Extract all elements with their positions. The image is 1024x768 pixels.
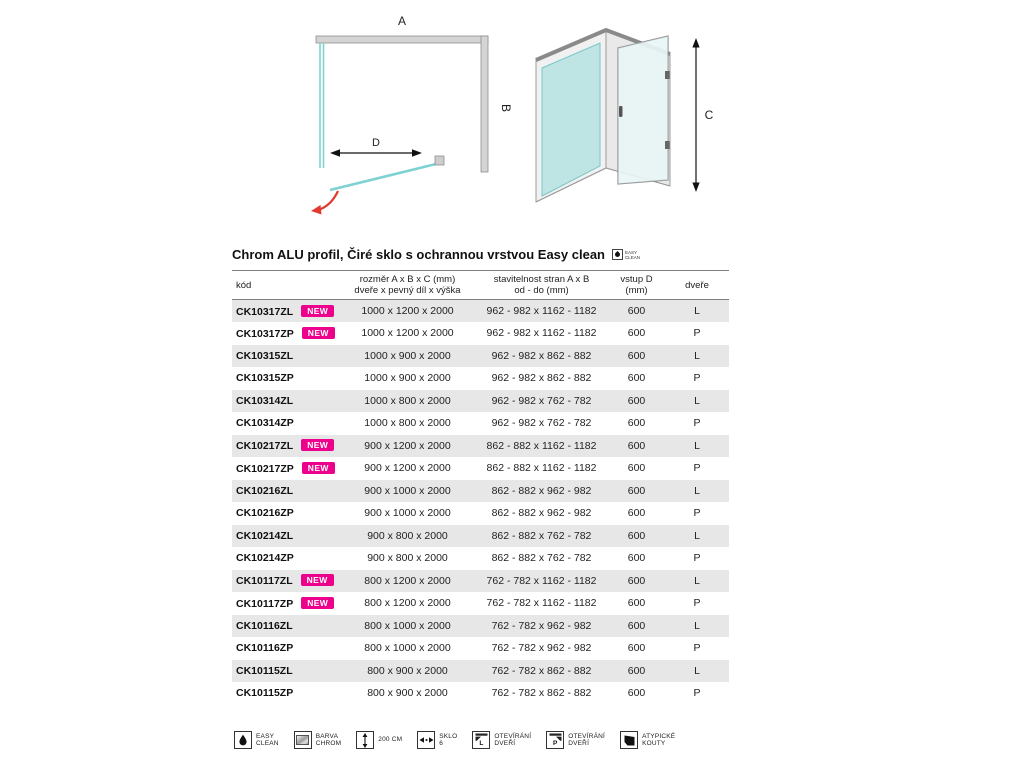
product-code-cell: [232, 412, 340, 435]
entry-width-cell: 600: [627, 417, 646, 430]
legend-label: [494, 733, 531, 748]
adjustability-cell: 762 - 782 x 1162 - 1182: [486, 597, 597, 610]
product-code: CK10115ZP: [236, 687, 294, 700]
dimensions-cell: 900 x 800 x 2000: [367, 529, 448, 542]
dimensions-cell: 900 x 1200 x 2000: [364, 439, 451, 452]
door-side-cell: P: [693, 372, 701, 385]
legend-label-line1: SKLO: [439, 732, 458, 740]
legend-label-line2: DVEŘÍ: [568, 740, 590, 747]
entry-width-cell: 600: [627, 327, 646, 340]
entry-width-cell: 600: [627, 574, 646, 587]
new-badge: NEW: [301, 439, 334, 451]
easy-clean-mini-badge: [612, 249, 640, 260]
product-code: CK10216ZP: [236, 507, 294, 520]
product-code-cell: [232, 660, 340, 683]
table-row: [232, 547, 729, 570]
legend-item: [472, 731, 531, 749]
new-badge: NEW: [302, 462, 335, 474]
open-door-glass: [330, 164, 436, 190]
easy-clean-mini-label: [625, 250, 640, 260]
adjustability-cell: 762 - 782 x 962 - 982: [491, 619, 592, 632]
table-row: [232, 525, 729, 548]
product-code-cell: [232, 367, 340, 390]
new-badge: NEW: [301, 597, 334, 609]
door-side-cell: P: [693, 687, 701, 700]
dimensions-cell: 800 x 1200 x 2000: [364, 597, 451, 610]
product-code: CK10116ZL: [236, 619, 293, 632]
product-code: CK10216ZL: [236, 484, 294, 497]
legend-label-line2: DVEŘÍ: [494, 740, 516, 747]
product-code: CK10214ZL: [236, 529, 294, 542]
table-row: [232, 390, 729, 413]
table-row: [232, 322, 729, 345]
adjustability-cell: 862 - 882 x 762 - 782: [491, 552, 592, 565]
entry-width-cell: 600: [627, 305, 646, 317]
legend-item: [356, 731, 402, 749]
table-header-row: [232, 271, 729, 300]
entry-width-cell: 600: [627, 619, 646, 632]
header-dvere: dveře: [665, 271, 729, 300]
right-wall-profile: [481, 36, 488, 172]
product-code: CK10314ZL: [236, 394, 294, 407]
legend-label: [642, 733, 675, 748]
table-row: [232, 682, 729, 705]
glass-thickness-icon: [417, 731, 435, 749]
dimensions-cell: 1000 x 1200 x 2000: [361, 305, 454, 317]
legend-label-line1: OTEVÍRÁNÍ: [568, 732, 606, 740]
door-side-cell: P: [693, 642, 701, 655]
adjustability-cell: 762 - 782 x 862 - 882: [491, 687, 592, 700]
entry-width-cell: 600: [627, 664, 646, 677]
entry-width-cell: 600: [627, 484, 646, 497]
dimensions-cell: 800 x 1000 x 2000: [364, 619, 451, 632]
product-code-cell: [232, 457, 340, 480]
dim-label-c: C: [704, 108, 714, 122]
dimensions-cell: 800 x 900 x 2000: [367, 664, 448, 677]
header-stavitelnost-line2: od - do (mm): [514, 285, 569, 296]
legend-label-line1: ATYPICKÉ: [642, 732, 676, 740]
dimensions-cell: 800 x 900 x 2000: [367, 687, 448, 700]
adjustability-cell: 962 - 982 x 862 - 882: [491, 349, 592, 362]
table-row: [232, 592, 729, 615]
table-row: [232, 412, 729, 435]
product-code-cell: [232, 390, 340, 413]
legend-label-line1: 200 CM: [378, 736, 403, 744]
adjustability-cell: 962 - 982 x 762 - 782: [491, 417, 592, 430]
easy-clean-drop-icon: [612, 249, 623, 260]
door-side-cell: P: [693, 327, 701, 340]
entry-width-cell: 600: [627, 349, 646, 362]
table-row: [232, 345, 729, 368]
easy-clean-mini-line1: EASY: [625, 249, 638, 255]
table-head: [232, 271, 729, 300]
dimensions-cell: 900 x 1000 x 2000: [364, 484, 451, 497]
header-stavitelnost: [475, 271, 608, 300]
header-vstup-line1: vstup D: [620, 274, 653, 285]
dimensions-cell: 800 x 1200 x 2000: [364, 574, 451, 587]
legend-item: [620, 731, 675, 749]
legend-item: [417, 731, 457, 749]
entry-width-cell: 600: [627, 372, 646, 385]
product-code-cell: [232, 502, 340, 525]
product-code-cell: [232, 525, 340, 548]
dimensions-cell: 1000 x 800 x 2000: [364, 394, 451, 407]
legend-label-line2: CHROM: [315, 740, 342, 747]
adjustability-cell: 862 - 882 x 1162 - 1182: [486, 462, 597, 475]
dim-label-d: D: [372, 137, 380, 149]
product-code-cell: [232, 637, 340, 660]
table-row: [232, 502, 729, 525]
entry-width-cell: 600: [627, 462, 646, 475]
product-code: CK10217ZP: [236, 462, 294, 475]
legend-label-line1: OTEVÍRÁNÍ: [494, 732, 532, 740]
header-vstup-line2: (mm): [625, 285, 648, 296]
legend-label-line2: KOUTY: [642, 740, 666, 747]
door-side-cell: P: [693, 417, 701, 430]
atypical-corner-icon: [620, 731, 638, 749]
adjustability-cell: 762 - 782 x 862 - 882: [491, 664, 592, 677]
legend-label-line2: CLEAN: [256, 740, 279, 747]
door-side-cell: L: [694, 439, 700, 452]
adjustability-cell: 862 - 882 x 962 - 982: [491, 507, 592, 520]
table-row: [232, 367, 729, 390]
legend-label: [316, 733, 342, 748]
adjustability-cell: 862 - 882 x 1162 - 1182: [486, 439, 597, 452]
easy-clean-mini-line2: CLEAN: [625, 254, 641, 260]
product-code: CK10217ZL: [236, 440, 294, 453]
product-code-cell: [232, 480, 340, 503]
adjustability-cell: 762 - 782 x 1162 - 1182: [486, 574, 597, 587]
door-side-cell: L: [694, 305, 700, 317]
door-side-cell: P: [693, 552, 701, 565]
entry-width-cell: 600: [627, 687, 646, 700]
door-side-cell: L: [694, 619, 700, 632]
adjustability-cell: 962 - 982 x 1162 - 1182: [486, 305, 597, 317]
entry-width-cell: 600: [627, 597, 646, 610]
product-code: CK10317ZL: [236, 305, 294, 318]
dimensions-cell: 900 x 1000 x 2000: [364, 507, 451, 520]
product-code: CK10117ZL: [236, 575, 293, 588]
new-badge: NEW: [301, 305, 334, 317]
title-row: [232, 247, 640, 262]
table-row: [232, 457, 729, 480]
chrome-swatch-icon: [294, 731, 312, 749]
door-side-cell: P: [693, 597, 701, 610]
legend-label: [378, 736, 402, 744]
product-code: CK10115ZL: [236, 664, 293, 677]
door-side-cell: P: [693, 462, 701, 475]
height-arrow-top: [692, 38, 699, 48]
plan-2d-diagram: [286, 10, 516, 225]
legend-item: [234, 731, 279, 749]
entry-arrow-left: [330, 149, 340, 156]
door-side-cell: L: [694, 349, 700, 362]
door-swing-arrowhead: [311, 205, 322, 215]
table-row: [232, 300, 729, 323]
product-code-cell: [232, 322, 340, 345]
door-right-icon: [546, 731, 564, 749]
header-rozmer-line2: dveře x pevný díl x výška: [354, 285, 461, 296]
table-row: [232, 435, 729, 458]
door-left-icon: [472, 731, 490, 749]
dim-label-b: B: [499, 103, 513, 113]
door-side-cell: L: [694, 529, 700, 542]
adjustability-cell: 862 - 882 x 762 - 782: [491, 529, 592, 542]
product-code: CK10315ZP: [236, 372, 294, 385]
product-code-cell: [232, 547, 340, 570]
entry-width-cell: 600: [627, 529, 646, 542]
door-wall-profile: [435, 156, 444, 165]
door-hinge-bottom: [665, 141, 670, 149]
product-code: CK10117ZP: [236, 597, 294, 610]
legend-label-line1: EASY: [256, 732, 275, 740]
product-code-cell: [232, 345, 340, 368]
product-code: CK10314ZP: [236, 417, 294, 430]
adjustability-cell: 962 - 982 x 862 - 882: [491, 372, 592, 385]
dimensions-cell: 1000 x 900 x 2000: [364, 349, 451, 362]
isometric-3d-diagram: [518, 16, 723, 221]
legend-label-line2: 6: [439, 740, 444, 747]
header-kod: kód: [232, 271, 340, 300]
product-code-cell: [232, 300, 340, 323]
product-code-cell: [232, 592, 340, 615]
legend-item: [546, 731, 605, 749]
legend-label-line1: BARVA: [315, 732, 339, 740]
legend: [234, 731, 675, 749]
new-badge: NEW: [302, 327, 335, 339]
entry-arrow-right: [412, 149, 422, 156]
product-code: CK10116ZP: [236, 642, 294, 655]
product-code: CK10214ZP: [236, 552, 294, 565]
height-arrow-icon: [356, 731, 374, 749]
dimensions-cell: 800 x 1000 x 2000: [364, 642, 451, 655]
legend-item: [294, 731, 342, 749]
legend-label: [256, 733, 279, 748]
new-badge: NEW: [301, 574, 334, 586]
door-side-cell: L: [694, 394, 700, 407]
dimensions-cell: 1000 x 800 x 2000: [364, 417, 451, 430]
height-arrow-bottom: [692, 183, 699, 193]
product-code-cell: [232, 682, 340, 705]
table-row: [232, 637, 729, 660]
table-row: [232, 570, 729, 593]
adjustability-cell: 762 - 782 x 962 - 982: [491, 642, 592, 655]
legend-label: [439, 733, 457, 748]
entry-width-cell: 600: [627, 642, 646, 655]
dimensions-cell: 1000 x 1200 x 2000: [361, 327, 454, 340]
adjustability-cell: 862 - 882 x 962 - 982: [491, 484, 592, 497]
entry-width-cell: 600: [627, 394, 646, 407]
door-swing-arrow: [318, 191, 338, 210]
header-stavitelnost-line1: stavitelnost stran A x B: [493, 274, 590, 285]
door-side-letter: L: [479, 740, 484, 747]
header-rozmer-line1: rozměr A x B x C (mm): [359, 274, 456, 285]
door-hinge-top: [665, 71, 670, 79]
table-row: [232, 480, 729, 503]
adjustability-cell: 962 - 982 x 1162 - 1182: [486, 327, 597, 340]
door-handle: [619, 106, 623, 117]
entry-width-cell: 600: [627, 552, 646, 565]
product-code-cell: [232, 435, 340, 458]
entry-width-cell: 600: [627, 507, 646, 520]
product-table: [232, 270, 729, 705]
door-side-letter: P: [553, 740, 558, 747]
dimensions-cell: 900 x 1200 x 2000: [364, 462, 451, 475]
product-code-cell: [232, 570, 340, 593]
page-title: Chrom ALU profil, Čiré sklo s ochrannou vrstvou Easy clean: [232, 247, 605, 262]
header-rozmer: [340, 271, 475, 300]
table-body: [232, 300, 729, 705]
dimensions-cell: 1000 x 900 x 2000: [364, 372, 451, 385]
legend-label: [568, 733, 605, 748]
product-code: CK10317ZP: [236, 327, 294, 340]
table-row: [232, 660, 729, 683]
entry-width-cell: 600: [627, 439, 646, 452]
top-wall-profile: [316, 36, 488, 43]
open-door-glass-tint: [618, 36, 668, 184]
header-vstup: [608, 271, 665, 300]
door-side-cell: L: [694, 574, 700, 587]
product-code-cell: [232, 615, 340, 638]
drop-icon: [234, 731, 252, 749]
product-code: CK10315ZL: [236, 349, 294, 362]
adjustability-cell: 962 - 982 x 762 - 782: [491, 394, 592, 407]
table-row: [232, 615, 729, 638]
door-side-cell: P: [693, 507, 701, 520]
dim-label-a: A: [397, 14, 407, 28]
door-side-cell: L: [694, 484, 700, 497]
door-side-cell: L: [694, 664, 700, 677]
dimensions-cell: 900 x 800 x 2000: [367, 552, 448, 565]
